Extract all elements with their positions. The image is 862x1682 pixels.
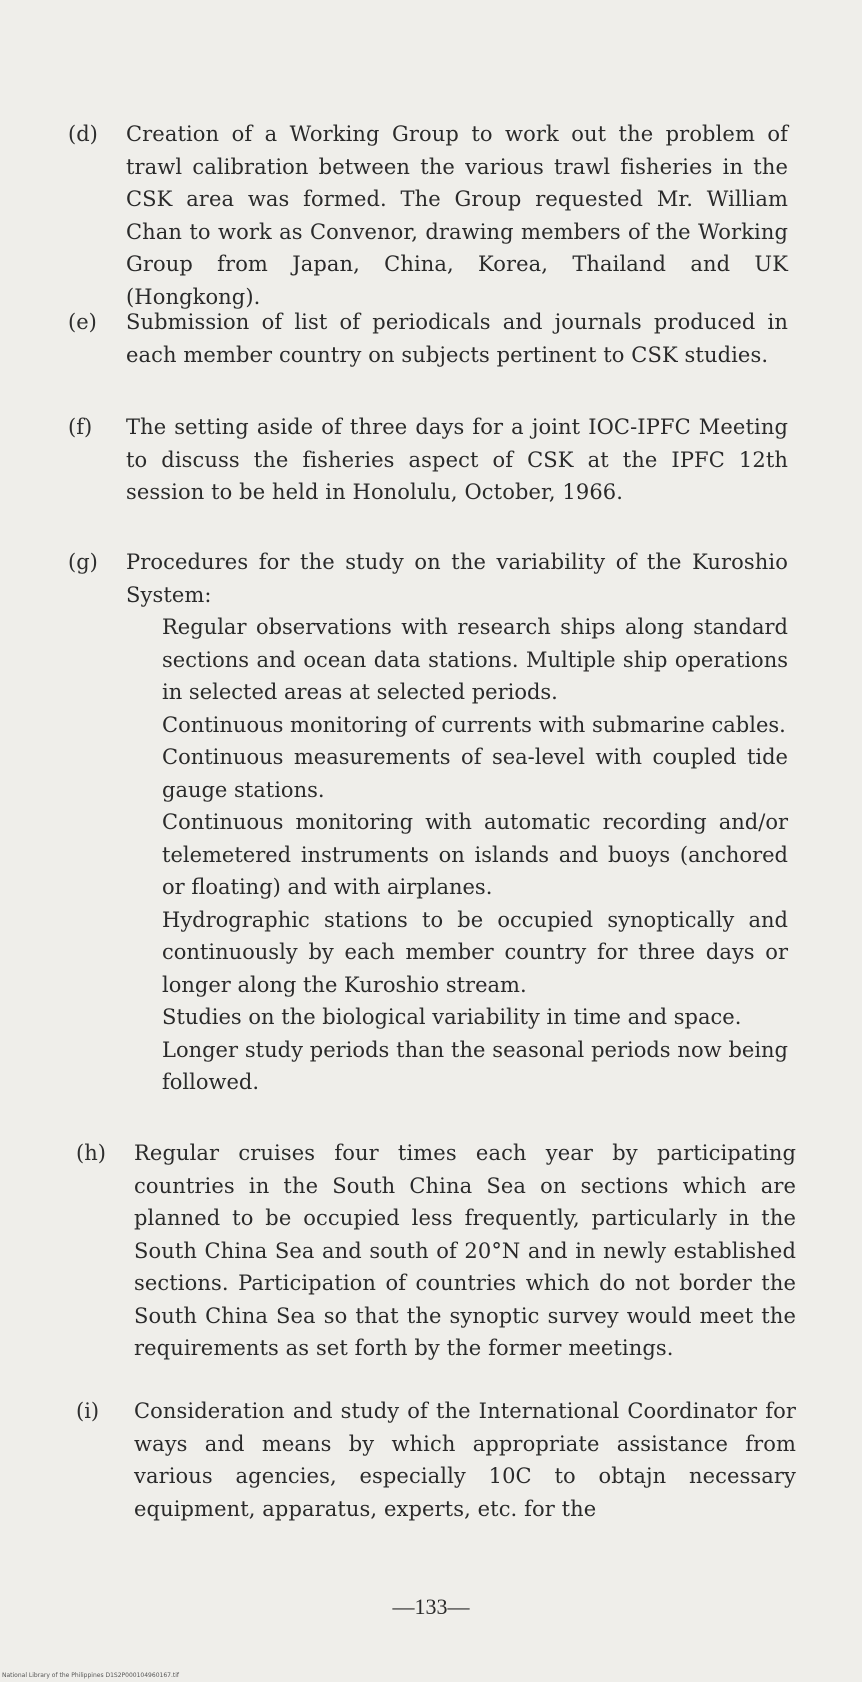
item-marker: (f) <box>68 415 93 439</box>
list-item-g <box>68 546 788 1099</box>
item-text: Submission of list of periodicals and journals produced in each member country on subjects pertinent to CSK studies. <box>126 310 788 367</box>
library-stamp: National Library of the Philippines D1S2P000104960167.tif <box>2 1672 180 1679</box>
item-text: Procedures for the study on the variability of the Kuroshio System: <box>126 550 788 607</box>
list-item-d <box>68 118 788 313</box>
g-subitem: Hydrographic stations to be occupied synoptically and continuously by each member country for three days or longer along the Kuroshio stream. <box>162 907 788 997</box>
g-subitem: Regular observations with research ships along standard sections and ocean data stations. Multiple ship operations in selected areas at selected periods. <box>162 615 788 704</box>
list-item-f <box>68 411 788 509</box>
item-text: Regular cruises four times each year by participating countries in the South China Sea on sections which are planned to be occupied less frequently, particularly in the South China Sea and south of 20°N and in newly established sections. Participation of countries which do not border the South China Sea so that the synoptic survey would meet the requirements as set forth by the former meetings. <box>134 1141 796 1360</box>
item-marker: (d) <box>68 122 98 146</box>
item-marker: (i) <box>76 1399 100 1423</box>
item-marker: (e) <box>68 310 97 334</box>
item-marker: (h) <box>76 1141 106 1165</box>
g-subitems <box>162 611 788 1099</box>
list-item-h <box>76 1137 796 1365</box>
page-number: —133— <box>392 1594 470 1619</box>
g-subitem: Continuous monitoring of currents with submarine cables. <box>162 712 786 737</box>
item-marker: (g) <box>68 550 98 574</box>
list-item-e <box>68 306 788 371</box>
list-item-i <box>76 1395 796 1525</box>
g-subitem: Studies on the biological variability in time and space. <box>162 1005 742 1029</box>
g-subitem: Continuous measurements of sea-level with coupled tide gauge stations. <box>162 745 788 802</box>
g-subitem: Longer study periods than the seasonal periods now being followed. <box>162 1037 788 1094</box>
item-text: Creation of a Working Group to work out the problem of trawl calibration between the various trawl fisheries in the CSK area was formed. The Group requested Mr. William Chan to work as Convenor, drawing members of the Working Group from Japan, China, Korea, Thailand and UK (Hongkong). <box>126 122 788 309</box>
g-subitem: Continuous monitoring with automatic recording and/or telemetered instruments on islands and buoys (anchored or floating) and with airplanes. <box>162 810 788 899</box>
item-text: Consideration and study of the International Coordinator for ways and means by which appropriate assistance from various agencies, especially 10C to obtajn necessary equipment, apparatus, experts, etc. for the <box>134 1399 796 1521</box>
item-text: The setting aside of three days for a joint IOC-IPFC Meeting to discuss the fisheries aspect of CSK at the IPFC 12th session to be held in Honolulu, October, 1966. <box>126 415 788 504</box>
